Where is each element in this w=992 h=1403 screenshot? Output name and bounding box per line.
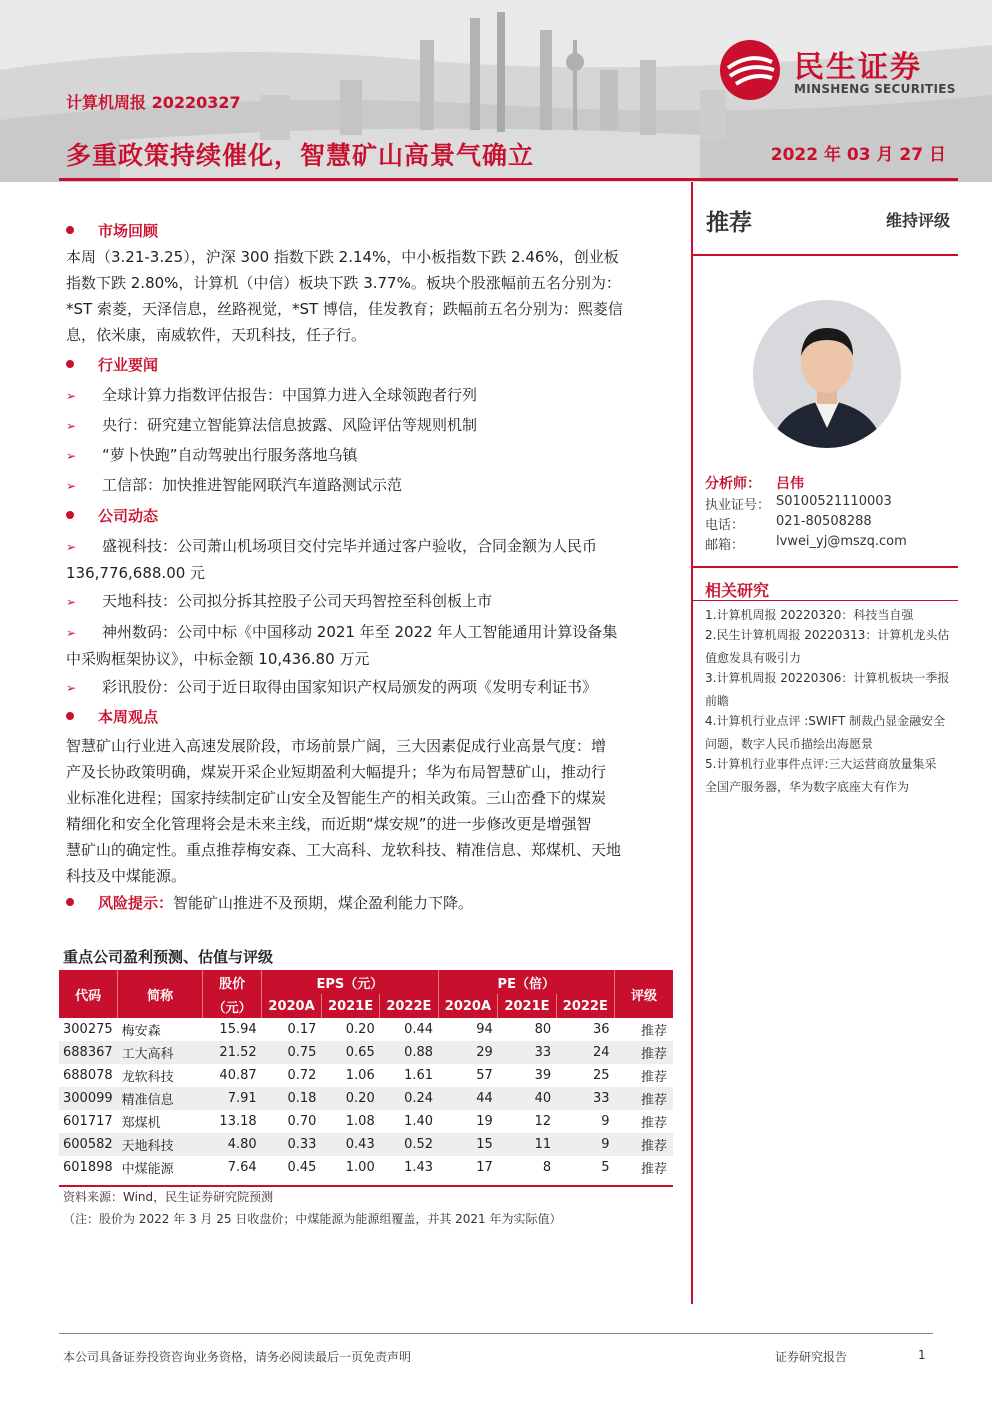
analyst-avatar	[753, 300, 901, 448]
table-cell: 80	[534, 1022, 552, 1037]
table-cell: 0.72	[287, 1068, 317, 1083]
table-cell: 推荐	[615, 1041, 674, 1064]
table-cell: 300275	[63, 1022, 113, 1037]
table-cell: 21.52	[203, 1041, 262, 1064]
table-bottom-rule	[59, 1185, 673, 1187]
analyst-name: 吕伟	[776, 476, 804, 492]
table-cell: 推荐	[640, 1116, 667, 1131]
bullet-dot-icon	[66, 511, 74, 519]
table-cell: 12	[534, 1114, 552, 1129]
related-divider	[693, 600, 958, 601]
market-review-text: 本周（3.21-3.25），沪深 300 指数下跌 2.14%，中小板指数下跌 2.46%，创业板 指数下跌 2.80%，计算机（中信）板块下跌 3.77%。板块个股涨幅前五名分别为： *ST 索菱，天泽信息，丝路视觉，*ST 博信，佳发教育；跌幅前五名分别为：熙菱信 息，依米康，南威软件，天玑科技，任子行。	[66, 248, 623, 344]
weekly-view-text: 智慧矿山行业进入高速发展阶段，市场前景广阔，三大因素促成行业高景气度：增 产及长协政策明确，煤炭开采企业短期盈利大幅提升；华为布局智慧矿山，推动行 业标准化进程；国家持续制定矿山安全及智能生产的相关政策。三山峦叠下的煤炭 精细化和安全化管理将会是未来主线，而近期“煤安规”的进一步修改更是增强智 慧矿山的确定性。重点推荐梅安森、工大高科、龙软科技、精准信息、郑煤机、天地 科技及中煤能源。	[66, 737, 622, 885]
analyst-phone: 021-80508288	[776, 514, 872, 529]
rating-sub: 维持评级	[885, 211, 950, 230]
bullet-dot-icon	[66, 898, 74, 906]
industry-item: ➢ “萝卜快跑”自动驾驶出行服务落地乌镇	[66, 442, 674, 469]
col-pe: PE（倍）	[438, 970, 614, 994]
table-cell: 15	[438, 1133, 498, 1156]
header-divider	[59, 178, 958, 181]
table-row	[59, 1156, 673, 1179]
col-rating: 评级	[615, 970, 674, 1018]
industry-item: ➢ 央行：研究建立智能算法信息披露、风险评估等规则机制	[66, 412, 674, 439]
table-cell: 7.64	[227, 1160, 257, 1175]
table-cell: 4.80	[203, 1133, 262, 1156]
table-cell: 33	[556, 1087, 614, 1110]
table-cell: 0.18	[262, 1087, 322, 1110]
table-cell: 精准信息	[118, 1087, 203, 1110]
table-cell: 梅安森	[121, 1024, 161, 1039]
bullet-dot-icon	[66, 712, 74, 720]
table-note: （注：股价为 2022 年 3 月 25 日收盘价；中煤能源为能源组覆盖，并其 2021 年为实际值）	[63, 1212, 562, 1226]
related-research-title: 相关研究	[705, 581, 770, 600]
table-title: 重点公司盈利预测、估值与评级	[63, 948, 274, 966]
table-cell: 9	[556, 1133, 614, 1156]
table-cell: 1.40	[404, 1114, 434, 1129]
table-row	[59, 1041, 673, 1064]
table-cell: 0.20	[345, 1022, 375, 1037]
arrow-bullet-icon: ➢	[66, 419, 77, 433]
table-cell: 0.24	[380, 1087, 438, 1110]
table-cell: 郑煤机	[121, 1116, 161, 1131]
col-code: 代码	[59, 970, 118, 1018]
page-number: 1	[918, 1348, 926, 1362]
col-price-unit: （元）	[203, 994, 262, 1018]
table-cell: 0.75	[262, 1041, 322, 1064]
logo-text-cn: 民生证券	[794, 50, 922, 85]
table-cell: 1.00	[345, 1160, 375, 1175]
arrow-bullet-icon: ➢	[66, 449, 77, 463]
table-cell: 5	[601, 1160, 610, 1175]
analyst-divider	[693, 566, 958, 568]
table-cell: 1.08	[345, 1114, 375, 1129]
table-cell: 天地科技	[118, 1133, 203, 1156]
footer-divider	[59, 1333, 933, 1334]
col-year: 2021E	[321, 994, 379, 1018]
arrow-bullet-icon: ➢	[66, 389, 77, 403]
company-item: ➢ 彩讯股份：公司于近日取得由国家知识产权局颁发的两项《发明专利证书》	[66, 674, 674, 701]
column-divider	[691, 182, 693, 1304]
rating-divider	[693, 254, 958, 256]
table-cell: 24	[556, 1041, 614, 1064]
table-cell: 0.20	[321, 1087, 379, 1110]
table-cell: 0.17	[287, 1022, 317, 1037]
table-cell: 39	[534, 1068, 552, 1083]
section-view-heading: 本周观点	[66, 706, 158, 727]
related-item[interactable]: 2.民生计算机周报 20220313：计算机龙头估 值愈发具有吸引力	[705, 628, 950, 665]
table-cell: 17	[476, 1160, 493, 1175]
analyst-email-label: 邮箱：	[705, 538, 745, 553]
table-cell: 29	[438, 1041, 498, 1064]
risk-text: 智能矿山推进不及预期，煤企盈利能力下降。	[173, 894, 474, 912]
table-cell: 300099	[59, 1087, 118, 1110]
table-cell: 40	[498, 1087, 556, 1110]
table-row	[59, 1018, 673, 1041]
table-cell: 36	[592, 1022, 610, 1037]
col-year: 2021E	[498, 994, 556, 1018]
section-market-heading: 市场回顾	[66, 220, 158, 241]
table-cell: 8	[542, 1160, 552, 1175]
table-cell: 0.44	[404, 1022, 434, 1037]
col-year: 2020A	[262, 994, 322, 1018]
table-row	[59, 1087, 673, 1110]
col-price: 股价	[203, 970, 262, 994]
table-cell: 1.06	[345, 1068, 375, 1083]
table-cell: 7.91	[203, 1087, 262, 1110]
table-cell: 推荐	[640, 1024, 667, 1039]
arrow-bullet-icon: ➢	[66, 479, 77, 493]
table-cell: 688078	[63, 1068, 113, 1083]
table-cell: 1.43	[404, 1160, 434, 1175]
rating-label: 推荐	[706, 210, 752, 236]
person-icon	[753, 300, 901, 448]
footer-doc-type: 证券研究报告	[775, 1350, 848, 1364]
table-header-row	[59, 970, 673, 994]
report-title: 多重政策持续催化，智慧矿山高景气确立	[66, 141, 535, 170]
table-cell: 推荐	[640, 1162, 667, 1177]
table-cell: 57	[476, 1068, 493, 1083]
col-year: 2022E	[556, 994, 614, 1018]
report-date: 2022 年 03 月 27 日	[770, 145, 946, 165]
industry-item: ➢ 全球计算力指数评估报告：中国算力进入全球领跑者行列	[66, 382, 674, 409]
table-cell: 94	[476, 1022, 493, 1037]
table-cell: 龙软科技	[121, 1070, 174, 1085]
table-cell: 工大高科	[118, 1041, 203, 1064]
section-risk: 风险提示：智能矿山推进不及预期，煤企盈利能力下降。	[66, 892, 473, 913]
company-item: ➢ 天地科技：公司拟分拆其控股子公司天玛智控至科创板上市	[66, 588, 674, 615]
arrow-bullet-icon: ➢	[66, 626, 77, 640]
col-name: 简称	[118, 970, 203, 1018]
section-company-heading: 公司动态	[66, 505, 158, 526]
bullet-dot-icon	[66, 360, 74, 368]
table-cell: 688367	[59, 1041, 118, 1064]
table-cell: 推荐	[615, 1133, 674, 1156]
table-cell: 0.43	[321, 1133, 379, 1156]
table-row	[59, 1133, 673, 1156]
table-source: 资料来源：Wind，民生证券研究院预测	[63, 1190, 274, 1204]
col-year: 2022E	[380, 994, 438, 1018]
analyst-phone-label: 电话：	[705, 518, 745, 533]
table-cell: 13.18	[219, 1114, 257, 1129]
table-cell: 0.33	[262, 1133, 322, 1156]
bullet-dot-icon	[66, 226, 74, 234]
table-cell: 25	[592, 1068, 610, 1083]
table-cell: 601898	[63, 1160, 113, 1175]
arrow-bullet-icon: ➢	[66, 595, 77, 609]
table-cell: 44	[438, 1087, 498, 1110]
related-item[interactable]: 1.计算机周报 20220320：科技当自强	[705, 608, 914, 622]
table-cell: 600582	[59, 1133, 118, 1156]
section-industry-heading: 行业要闻	[66, 354, 158, 375]
arrow-bullet-icon: ➢	[66, 681, 77, 695]
report-tag: 计算机周报 20220327	[66, 93, 241, 112]
analyst-cert: S0100521110003	[776, 494, 892, 509]
table-cell: 中煤能源	[121, 1162, 174, 1177]
table-cell: 推荐	[615, 1087, 674, 1110]
table-cell: 0.65	[321, 1041, 379, 1064]
table-row	[59, 1064, 673, 1087]
table-cell: 0.45	[287, 1160, 317, 1175]
table-cell: 601717	[63, 1114, 113, 1129]
table-cell: 9	[601, 1114, 610, 1129]
industry-item: ➢ 工信部：加快推进智能网联汽车道路测试示范	[66, 472, 674, 499]
analyst-cert-label: 执业证号：	[705, 498, 771, 513]
table-cell: 33	[498, 1041, 556, 1064]
analyst-email[interactable]: lvwei_yj@mszq.com	[776, 534, 907, 549]
col-year: 2020A	[438, 994, 498, 1018]
table-cell: 推荐	[640, 1070, 667, 1085]
company-item: ➢ 神州数码：公司中标《中国移动 2021 年至 2022 年人工智能通用计算设备集 中采购框架协议》，中标金额 10,436.80 万元	[66, 619, 674, 672]
arrow-bullet-icon: ➢	[66, 540, 77, 554]
analyst-name-label: 分析师：	[705, 476, 761, 492]
forecast-table	[59, 970, 673, 1179]
table-cell: 1.61	[404, 1068, 434, 1083]
col-eps: EPS（元）	[262, 970, 438, 994]
table-cell: 0.52	[380, 1133, 438, 1156]
table-cell: 11	[498, 1133, 556, 1156]
related-item[interactable]: 5.计算机行业事件点评:三大运营商放量集采 全国产服务器，华为数字底座大有作为	[705, 757, 937, 794]
table-cell: 19	[476, 1114, 493, 1129]
table-cell: 40.87	[219, 1068, 257, 1083]
table-cell: 0.70	[287, 1114, 317, 1129]
table-row	[59, 1110, 673, 1133]
related-item[interactable]: 4.计算机行业点评 :SWIFT 制裁凸显金融安全 问题，数字人民币描绘出海愿景	[705, 714, 946, 751]
logo-text-en: MINSHENG SECURITIES	[794, 82, 956, 96]
table-cell: 0.88	[380, 1041, 438, 1064]
table-cell: 15.94	[219, 1022, 257, 1037]
related-item[interactable]: 3.计算机周报 20220306：计算机板块一季报 前瞻	[705, 671, 950, 708]
footer-disclaimer: 本公司具备证券投资咨询业务资格，请务必阅读最后一页免责声明	[63, 1350, 412, 1364]
company-item: ➢ 盛视科技：公司萧山机场项目交付完毕并通过客户验收，合同金额为人民币 136,776,688.00 元	[66, 533, 674, 586]
